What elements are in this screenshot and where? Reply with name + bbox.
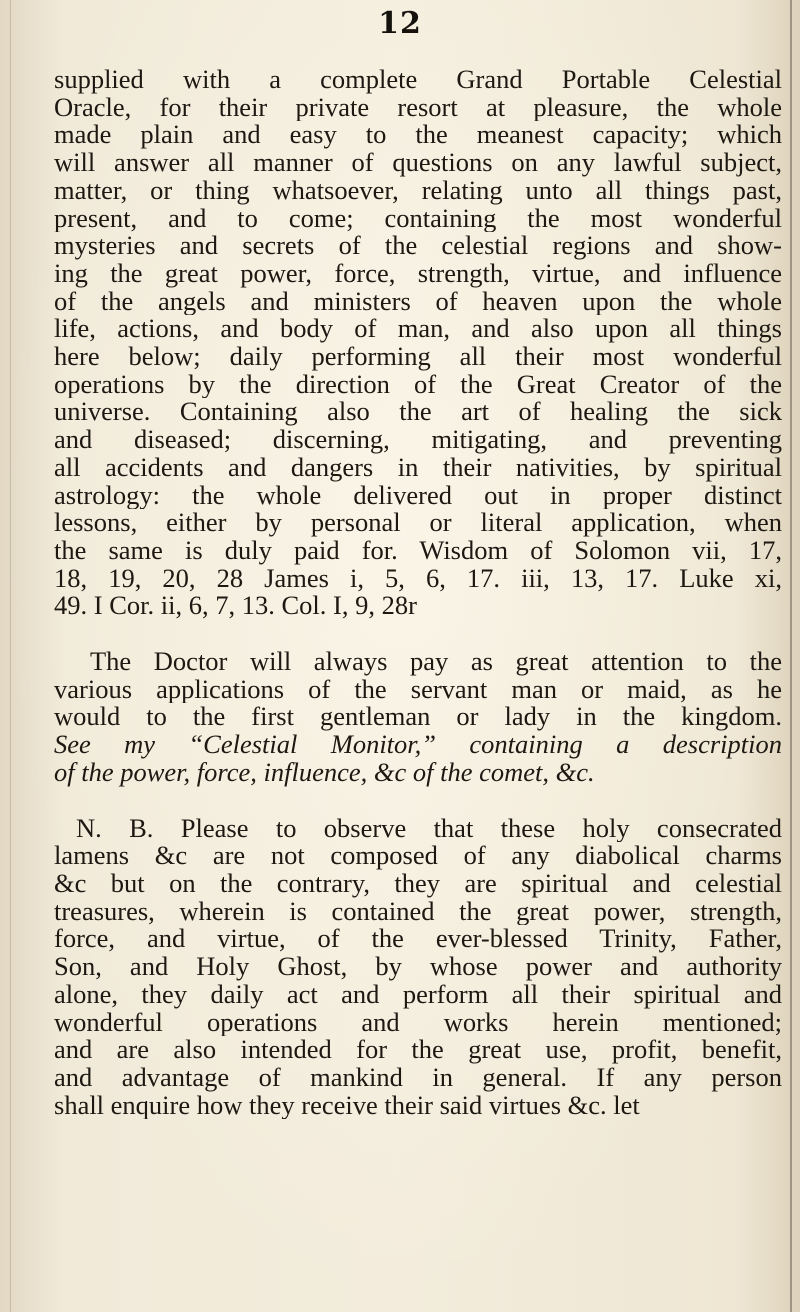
text-line: supplied with a complete Grand Portable Celestial (54, 66, 782, 94)
text-line: Oracle, for their private resort at pleasure, the whole (54, 93, 782, 122)
paragraph-gap (54, 620, 782, 648)
text-line: and diseased; discerning, mitigating, and preventing (54, 426, 782, 454)
page-edge-line (790, 0, 792, 1312)
text-line: will answer all manner of questions on any lawful subject, (54, 149, 782, 177)
text-line: mysteries and secrets of the celestial regions and show- (54, 232, 782, 260)
text-line: wonderful operations and works herein mentioned; (54, 1008, 782, 1037)
page-number: 12 (378, 6, 422, 41)
text-line: See my “Celestial Monitor,” containing a description (54, 731, 782, 759)
page-gutter-shadow (10, 0, 11, 1312)
text-line: here below; daily performing all their most wonderful (54, 343, 782, 371)
text-line: alone, they daily act and perform all their spiritual and (54, 980, 782, 1009)
text-line: life, actions, and body of man, and also upon all things (54, 315, 782, 344)
text-line: lamens &c are not composed of any diabolical charms (54, 842, 782, 870)
text-line: matter, or thing whatsoever, relating unto all things past, (54, 176, 782, 205)
text-line: and advantage of mankind in general. If any person (54, 1063, 782, 1092)
text-line: of the power, force, influence, &c of the comet, &c. (54, 758, 595, 787)
text-line: force, and virtue, of the ever-blessed Trinity, Father, (54, 925, 782, 954)
text-line: 49. I Cor. ii, 6, 7, 13. Col. I, 9, 28r (54, 592, 417, 621)
text-line: the same is duly paid for. Wisdom of Solomon vii, 17, (54, 536, 782, 565)
text-line: various applications of the servant man or maid, as he (54, 675, 782, 704)
text-line: astrology: the whole delivered out in proper distinct (54, 481, 782, 510)
text-line: operations by the direction of the Great Creator of the (54, 370, 782, 399)
text-line: The Doctor will always pay as great attention to the (90, 648, 782, 676)
text-line: Son, and Holy Ghost, by whose power and authority (54, 953, 782, 981)
text-line: made plain and easy to the meanest capacity; which (54, 121, 782, 150)
text-line: of the angels and ministers of heaven upon the whole (54, 287, 782, 316)
text-line: lessons, either by personal or literal application, when (54, 509, 782, 537)
text-line: N. B. Please to observe that these holy consecrated (76, 814, 782, 843)
body-text (54, 66, 782, 1119)
text-line: 18, 19, 20, 28 James i, 5, 6, 17. iii, 13, 17. Luke xi, (54, 564, 782, 593)
text-line: present, and to come; containing the most wonderful (54, 204, 782, 233)
paragraph-gap (54, 787, 782, 815)
text-line: all accidents and dangers in their nativities, by spiritual (54, 453, 782, 482)
text-line: would to the first gentleman or lady in the kingdom. (54, 703, 782, 732)
text-line: universe. Containing also the art of healing the sick (54, 398, 782, 427)
text-line: &c but on the contrary, they are spiritual and celestial (54, 869, 782, 898)
text-line: shall enquire how they receive their said virtues &c. let (54, 1091, 640, 1120)
text-line: treasures, wherein is contained the great power, strength, (54, 897, 782, 926)
text-line: and are also intended for the great use, profit, benefit, (54, 1036, 782, 1064)
text-line: ing the great power, force, strength, virtue, and influence (54, 259, 782, 288)
